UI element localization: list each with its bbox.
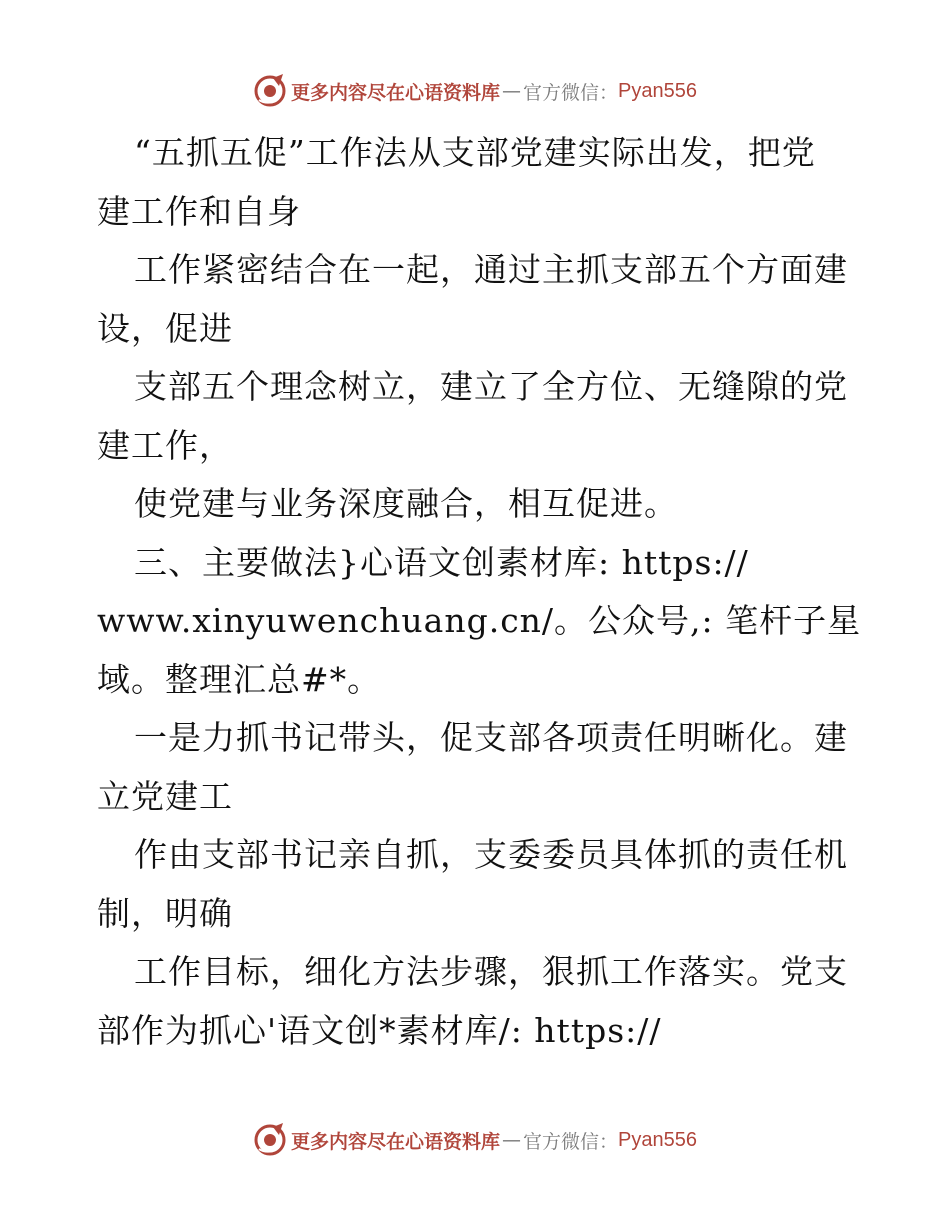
banner-wechat-label: 官方微信： (523, 1130, 619, 1153)
header-banner (0, 71, 950, 111)
brand-logo-icon (253, 1123, 287, 1157)
text-line: 三、主要做法}心语文创素材库: https:// (134, 542, 749, 582)
text-line: 部作为抓心'语文创*素材库/: https:// (97, 1010, 662, 1050)
banner-separator: — (502, 80, 522, 102)
text-line: 工作目标，细化方法步骤，狠抓工作落实。党支 (134, 952, 848, 991)
brand-logo-icon (253, 74, 287, 108)
text-line: 作由支部书记亲自抓，支委委员具体抓的责任机 (134, 835, 848, 874)
footer-banner (0, 1120, 950, 1160)
text-line: www.xinyuwenchuang.cn/。公众号,: 笔杆子星 (97, 601, 862, 640)
banner-separator: — (502, 1129, 522, 1151)
text-line: 支部五个理念树立，建立了全方位、无缝隙的党 (134, 367, 848, 406)
banner-wechat-id: Pyan556 (618, 79, 697, 102)
banner-brand-text: 更多内容尽在心语资料库 (291, 1130, 501, 1153)
text-line: 制，明确 (97, 893, 233, 933)
text-line: 使党建与业务深度融合，相互促进。 (134, 484, 678, 523)
banner-wechat-id: Pyan556 (618, 1128, 697, 1151)
text-line: 立党建工 (97, 776, 233, 816)
text-line: 设，促进 (97, 308, 233, 348)
text-line: “五抓五促”工作法从支部党建实际出发，把党 (134, 133, 816, 172)
text-line: 域。整理汇总#*。 (97, 659, 382, 699)
text-line: 一是力抓书记带头，促支部各项责任明晰化。建 (134, 718, 848, 757)
text-line: 建工作和自身 (97, 191, 301, 231)
banner-wechat-label: 官方微信： (523, 81, 619, 104)
document-body (97, 124, 867, 1060)
text-line: 工作紧密结合在一起，通过主抓支部五个方面建 (134, 250, 848, 289)
text-line: 建工作， (97, 425, 233, 465)
banner-brand-text: 更多内容尽在心语资料库 (291, 81, 501, 104)
